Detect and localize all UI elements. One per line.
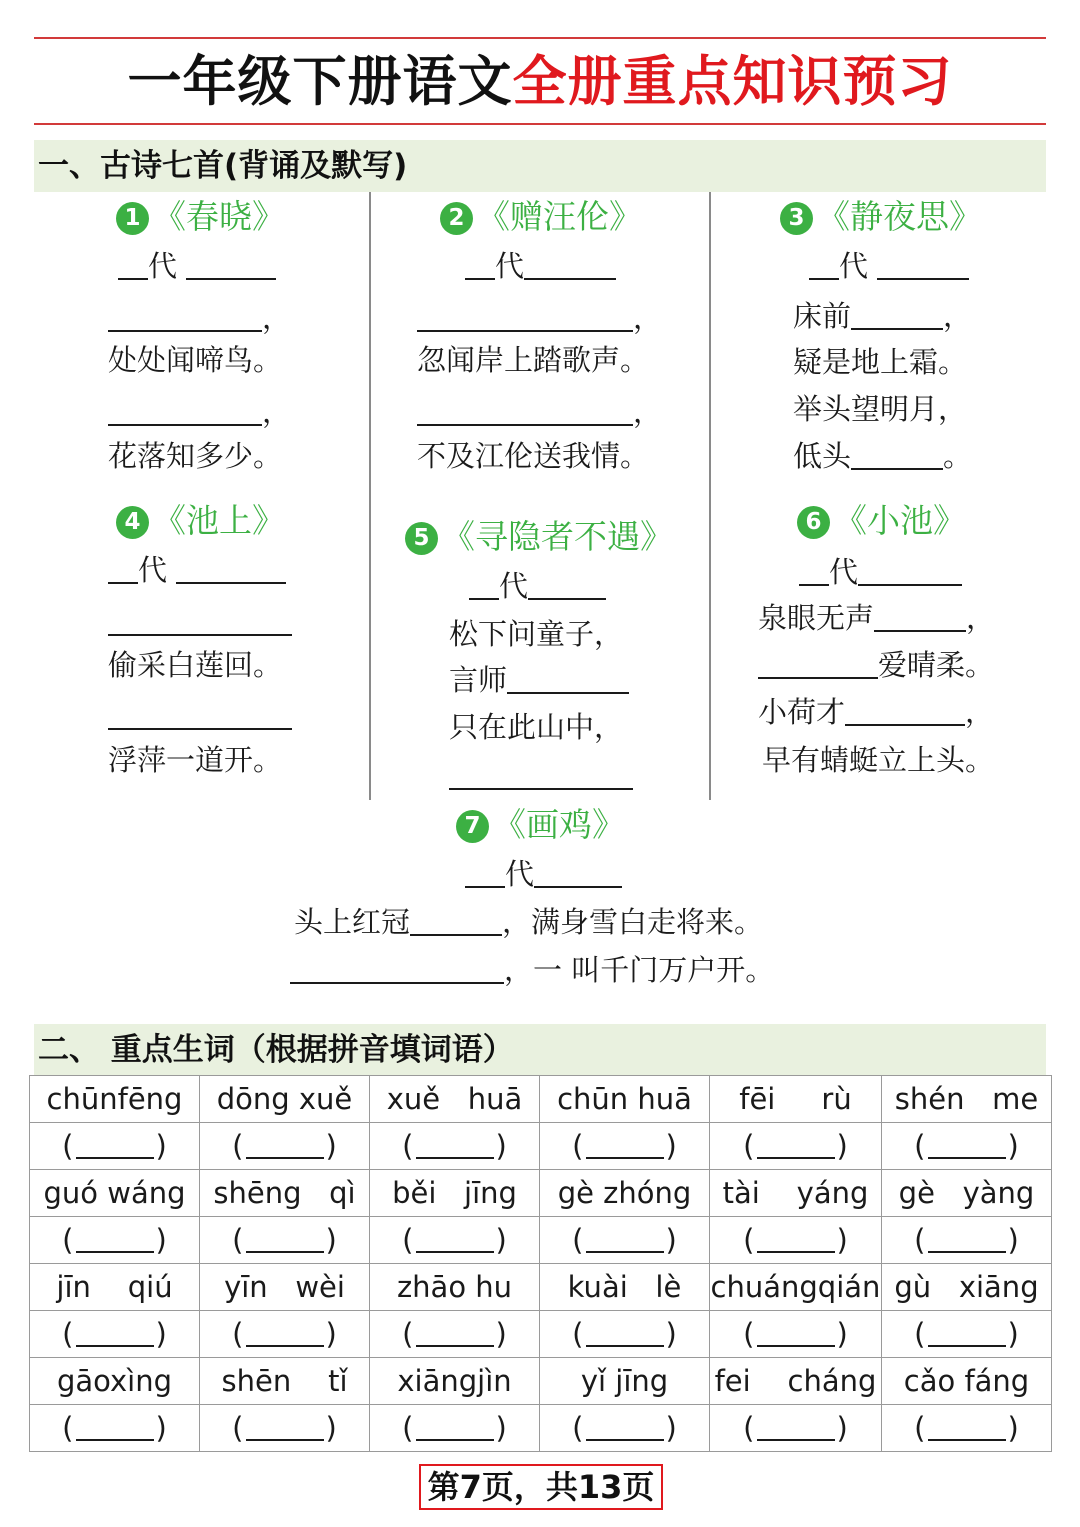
title-part-red: 全册重点知识预习 — [512, 50, 953, 113]
answer-blank-cell[interactable]: ( ) — [370, 1217, 540, 1264]
poem-5-line-4 — [449, 756, 633, 796]
answer-blank-cell[interactable]: ( ) — [882, 1217, 1052, 1264]
title-part-black: 一年级下册语文 — [127, 50, 513, 113]
poem-4-number-icon: 4 — [116, 506, 149, 539]
column-divider-left — [369, 192, 371, 800]
answer-blank-cell[interactable]: ( ) — [370, 1311, 540, 1358]
pinyin-row — [30, 1076, 1052, 1123]
pinyin-cell: yǐ jīng — [540, 1358, 710, 1405]
pinyin-cell: shēn tǐ — [200, 1358, 370, 1405]
poem-5-title-text: 《寻隐者不遇》 — [442, 517, 673, 556]
poem-2-author — [465, 246, 616, 286]
poem-5-line-1: 松下问童子， — [449, 617, 624, 651]
pinyin-cell: gè yàng — [882, 1170, 1052, 1217]
title-bottom-rule — [34, 123, 1046, 125]
poem-2-title — [440, 194, 642, 240]
poem-6-author — [799, 552, 962, 592]
section-2-heading: 二、 重点生词（根据拼音填词语） — [34, 1024, 1046, 1076]
poem-7-line-1 — [294, 902, 763, 942]
pinyin-row — [30, 1264, 1052, 1311]
poem-5-title — [405, 514, 673, 560]
poem-6-line-2-text: 爱晴柔。 — [878, 648, 995, 682]
poem-2-line-4: 不及江伦送我情。 — [417, 439, 650, 473]
poem-4-line-4: 浮萍一道开。 — [108, 743, 283, 777]
pinyin-cell: xuě huā — [370, 1076, 540, 1123]
poem-7-line-1-rest: ，满身雪白走将来。 — [502, 905, 764, 939]
pinyin-cell: fei cháng — [710, 1358, 882, 1405]
poem-4-line-1 — [108, 602, 292, 642]
poem-5-number-icon: 5 — [405, 522, 438, 555]
poem-2-line-2: 忽闻岸上踏歌声。 — [417, 343, 650, 377]
section-1-heading: 一、古诗七首(背诵及默写) — [34, 140, 1046, 192]
poem-5-author — [469, 566, 606, 606]
answer-blank-cell[interactable]: ( ) — [540, 1123, 710, 1170]
poem-1-line-2: 处处闻啼鸟。 — [108, 343, 283, 377]
pinyin-cell: tài yáng — [710, 1170, 882, 1217]
poem-6-line-1-text: 泉眼无声 — [758, 601, 875, 635]
poem-6-number-icon: 6 — [797, 506, 830, 539]
poem-2-number-icon: 2 — [440, 202, 473, 235]
pinyin-cell: gù xiāng — [882, 1264, 1052, 1311]
poem-1-line-1: ， — [108, 298, 291, 338]
poem-1-line-3: ， — [108, 392, 291, 432]
page-title — [0, 44, 1080, 120]
poem-6-title-text: 《小池》 — [834, 501, 966, 540]
poem-7-title — [456, 802, 625, 848]
answer-blank-cell[interactable]: ( ) — [710, 1217, 882, 1264]
answer-blank-cell[interactable]: ( ) — [200, 1123, 370, 1170]
column-divider-right — [709, 192, 711, 800]
answer-blank-cell[interactable]: ( ) — [882, 1123, 1052, 1170]
poem-4-title-text: 《池上》 — [153, 501, 285, 540]
pinyin-cell: fēi rù — [710, 1076, 882, 1123]
poem-6-line-3-text: 小荷才 — [758, 695, 846, 729]
answer-blank-cell[interactable]: ( ) — [200, 1217, 370, 1264]
poem-1-author — [118, 246, 276, 286]
poem-4-line-3 — [108, 696, 292, 736]
poem-7-author-label: 代 — [505, 857, 535, 891]
poem-4-title — [116, 498, 285, 544]
poem-3-title — [780, 194, 982, 240]
poem-3-line-4-end: 。 — [943, 439, 973, 473]
poem-6-author-label: 代 — [829, 555, 859, 589]
poem-7-line-1-text: 头上红冠 — [294, 905, 411, 939]
answer-blank-cell[interactable]: ( ) — [200, 1405, 370, 1452]
poem-2-line-1: ， — [417, 298, 662, 338]
answer-blank-cell[interactable]: ( ) — [30, 1405, 200, 1452]
poem-3-line-1-text: 床前 — [793, 299, 852, 333]
poem-6-title — [797, 498, 966, 544]
pinyin-cell: cǎo fáng — [882, 1358, 1052, 1405]
answer-blank-cell[interactable]: ( ) — [710, 1123, 882, 1170]
pinyin-row — [30, 1170, 1052, 1217]
answer-blank-cell[interactable]: ( ) — [540, 1405, 710, 1452]
pinyin-cell: xiāngjìn — [370, 1358, 540, 1405]
poem-7-author — [465, 854, 622, 894]
poem-7-title-text: 《画鸡》 — [493, 805, 625, 844]
pinyin-cell: chuángqián — [710, 1264, 882, 1311]
poem-3-line-4 — [793, 436, 972, 476]
poem-1-title — [116, 194, 285, 240]
poem-1-line-4: 花落知多少。 — [108, 439, 283, 473]
answer-blank-cell[interactable]: ( ) — [30, 1217, 200, 1264]
pinyin-table — [29, 1075, 1052, 1452]
pinyin-cell: shén me — [882, 1076, 1052, 1123]
pinyin-cell: jīn qiú — [30, 1264, 200, 1311]
poem-5-line-2 — [449, 660, 629, 700]
poem-6-line-3: 小荷才 ， — [758, 695, 995, 729]
poem-5-line-2-text: 言师 — [449, 663, 508, 697]
pinyin-cell: guó wáng — [30, 1170, 200, 1217]
pinyin-row — [30, 1358, 1052, 1405]
poem-3-title-text: 《静夜思》 — [817, 197, 982, 236]
poem-4-author-label: 代 — [138, 553, 168, 587]
answer-blank-cell[interactable]: ( ) — [200, 1311, 370, 1358]
answer-row — [30, 1311, 1052, 1358]
poem-3-line-4-text: 低头 — [793, 439, 852, 473]
poem-5-author-label: 代 — [499, 569, 529, 603]
answer-blank-cell[interactable]: ( ) — [710, 1405, 882, 1452]
top-rule — [34, 37, 1046, 39]
poem-3-line-1: 床前 ， — [793, 299, 973, 333]
answer-row — [30, 1217, 1052, 1264]
poem-3-author — [809, 246, 969, 286]
poem-2-line-3: ， — [417, 392, 662, 432]
poem-6-line-2 — [758, 645, 994, 685]
poem-2-author-label: 代 — [495, 249, 525, 283]
pinyin-cell: chūn huā — [540, 1076, 710, 1123]
answer-row — [30, 1123, 1052, 1170]
poem-3-author-label: 代 — [839, 249, 869, 283]
poem-4-author — [108, 550, 286, 590]
answer-blank-cell[interactable]: ( ) — [882, 1311, 1052, 1358]
poem-3-line-2: 疑是地上霜。 — [793, 345, 968, 379]
poem-3-number-icon: 3 — [780, 202, 813, 235]
answer-blank-cell[interactable]: ( ) — [540, 1311, 710, 1358]
pinyin-cell: gāoxìng — [30, 1358, 200, 1405]
page-number: 第7页，共13页 — [419, 1464, 663, 1510]
answer-blank-cell[interactable]: ( ) — [710, 1311, 882, 1358]
answer-blank-cell[interactable]: ( ) — [370, 1405, 540, 1452]
poem-1-number-icon: 1 — [116, 202, 149, 235]
answer-row — [30, 1405, 1052, 1452]
answer-blank-cell[interactable]: ( ) — [882, 1405, 1052, 1452]
answer-blank-cell[interactable]: ( ) — [30, 1311, 200, 1358]
poem-6-line-4: 早有蜻蜓立上头。 — [762, 743, 995, 777]
pinyin-cell: yīn wèi — [200, 1264, 370, 1311]
poem-4-line-2: 偷采白莲回。 — [108, 648, 283, 682]
pinyin-cell: běi jīng — [370, 1170, 540, 1217]
pinyin-cell: zhāo hu — [370, 1264, 540, 1311]
pinyin-cell: kuài lè — [540, 1264, 710, 1311]
pinyin-cell: gè zhóng — [540, 1170, 710, 1217]
pinyin-cell: shēng qì — [200, 1170, 370, 1217]
poem-6-line-1: 泉眼无声 ， — [758, 601, 996, 635]
poem-7-line-2 — [290, 950, 774, 990]
poem-7-line-2-rest: ，一 叫千门万户开。 — [504, 953, 775, 987]
poem-2-title-text: 《赠汪伦》 — [477, 197, 642, 236]
poem-3-line-3: 举头望明月， — [793, 392, 968, 426]
poem-5-line-3: 只在此山中， — [449, 710, 624, 744]
answer-blank-cell[interactable]: ( ) — [540, 1217, 710, 1264]
poem-7-number-icon: 7 — [456, 810, 489, 843]
pinyin-cell: chūnfēng — [30, 1076, 200, 1123]
answer-blank-cell[interactable]: ( ) — [30, 1123, 200, 1170]
answer-blank-cell[interactable]: ( ) — [370, 1123, 540, 1170]
poem-1-title-text: 《春晓》 — [153, 197, 285, 236]
poem-1-author-label: 代 — [148, 249, 178, 283]
pinyin-cell: dōng xuě — [200, 1076, 370, 1123]
